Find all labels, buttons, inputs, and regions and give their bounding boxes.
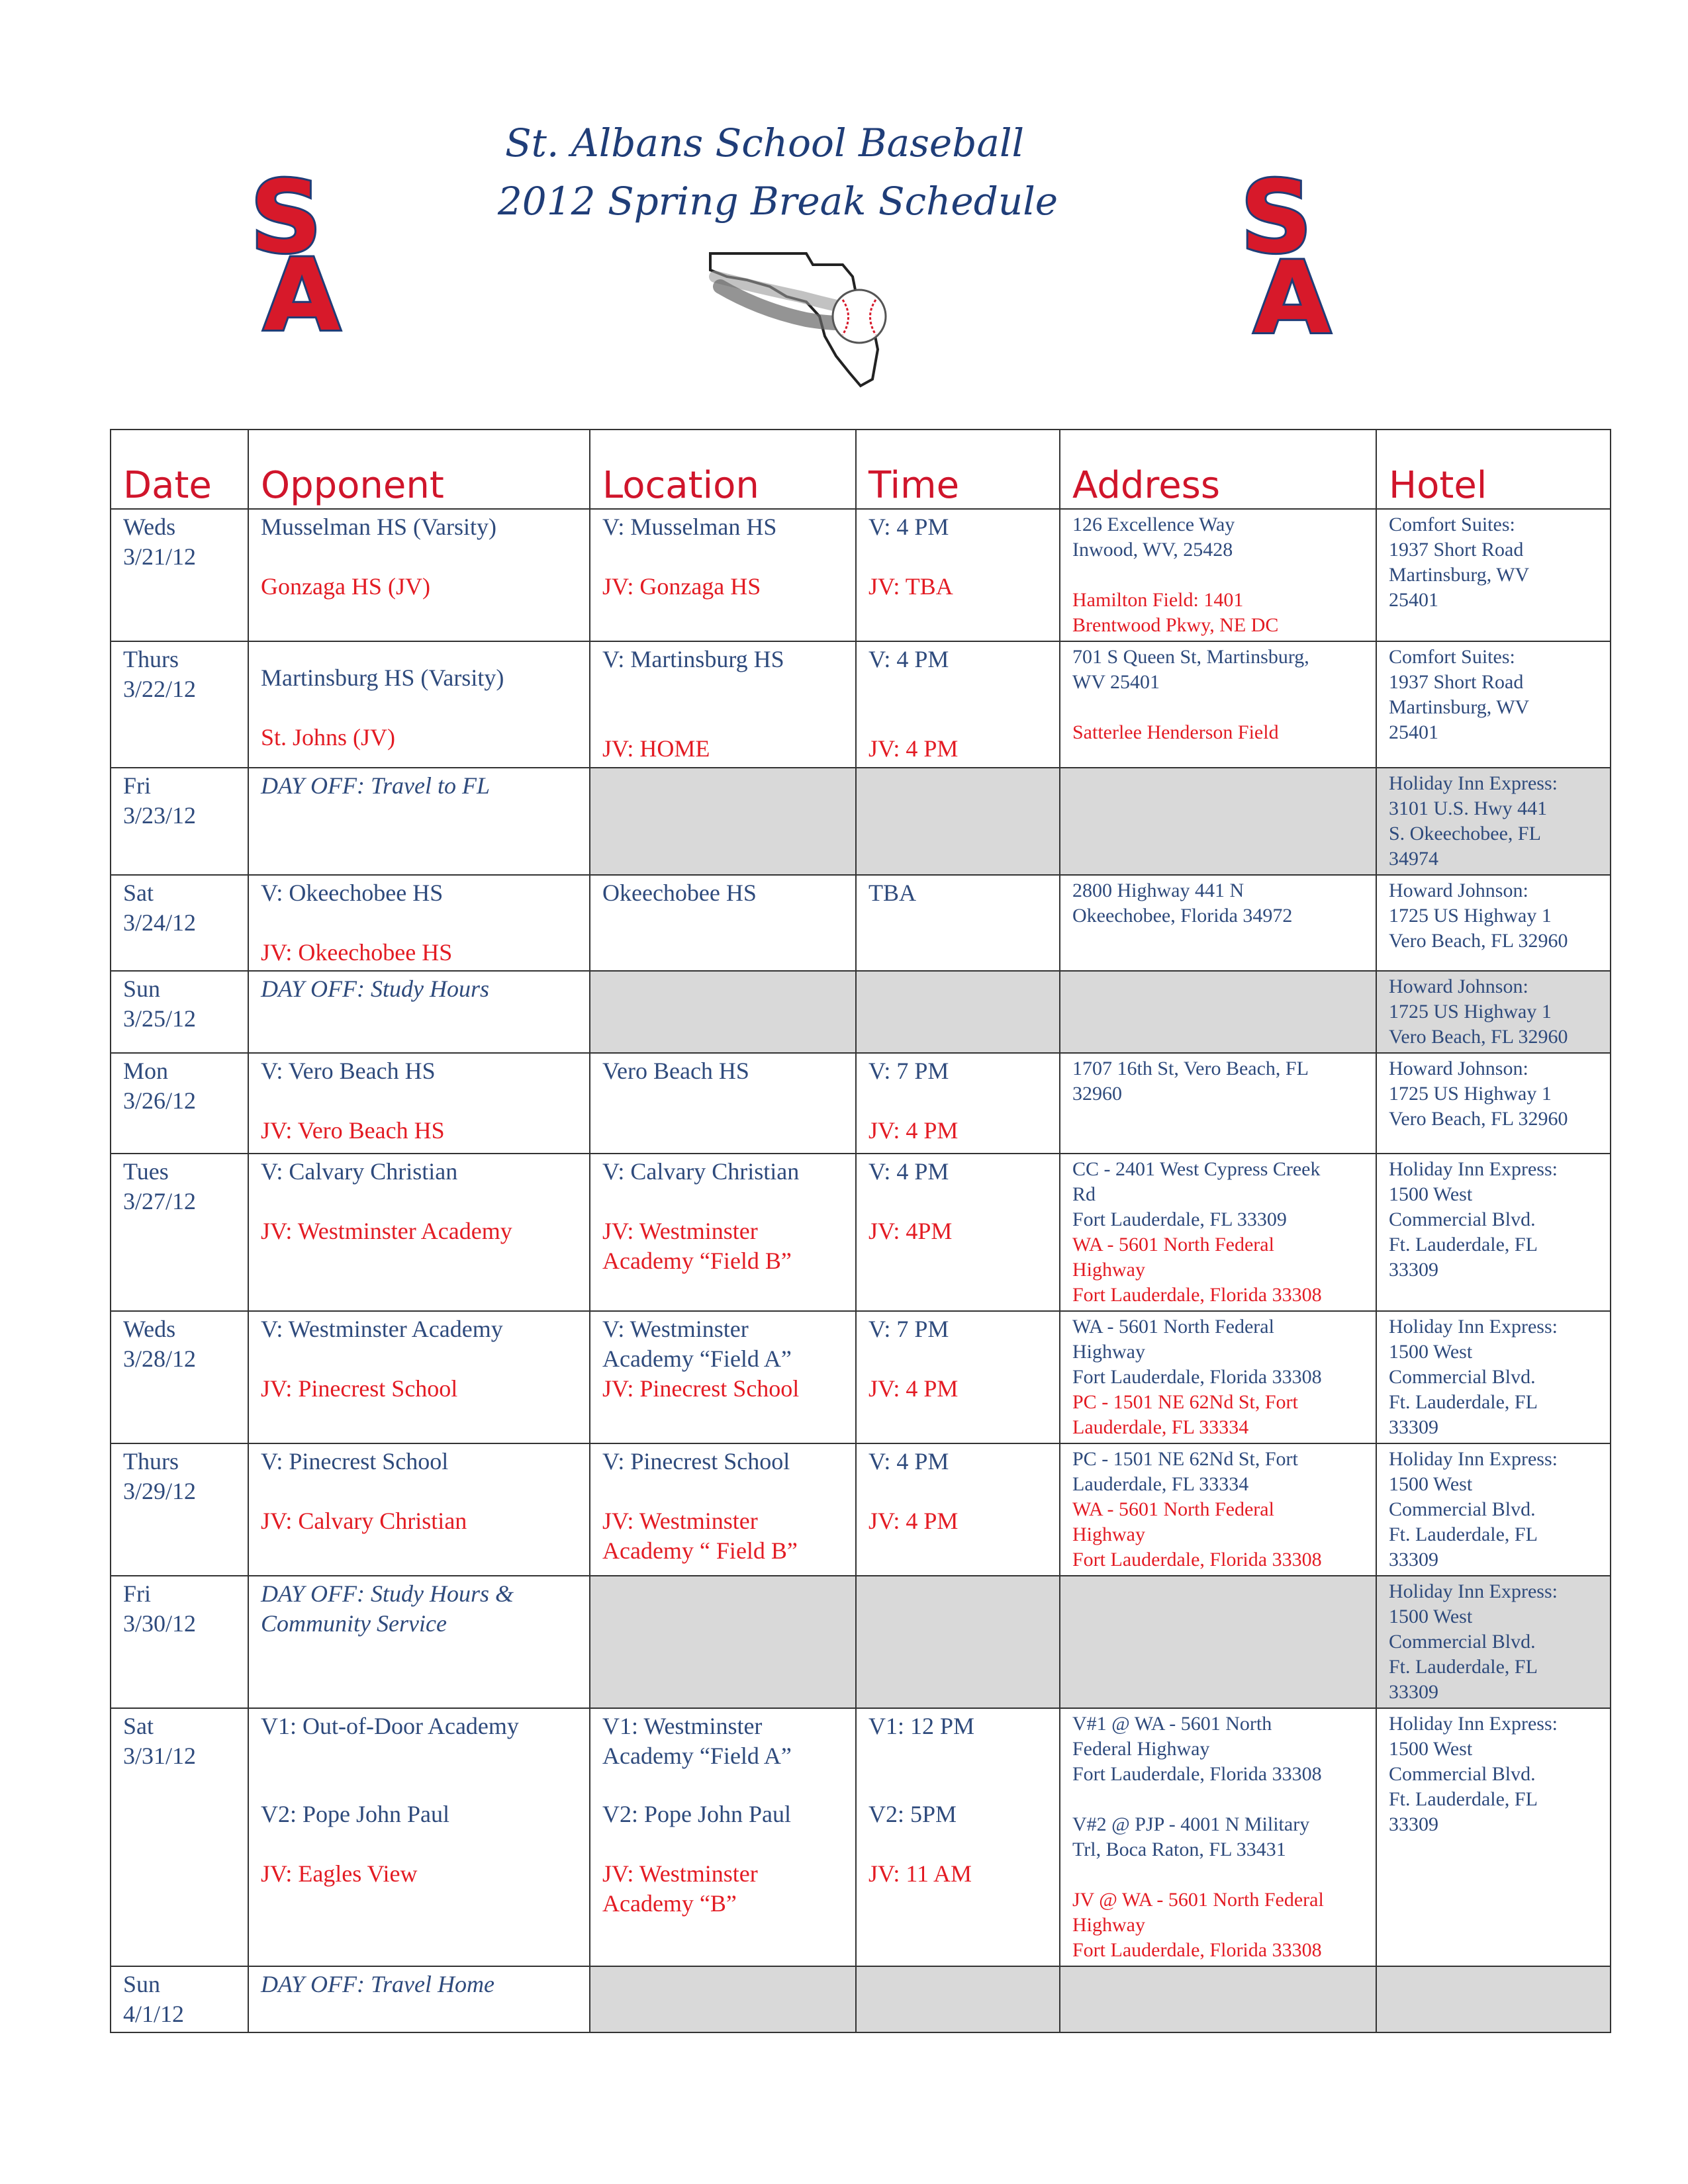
table-row [111, 1053, 1611, 1154]
address-cell: 1707 16th St, Vero Beach, FL 32960 [1060, 1053, 1376, 1154]
date-cell: Thurs 3/29/12 [111, 1443, 248, 1576]
svg-text:A: A [263, 238, 341, 332]
location-cell: V: Musselman HS JV: Gonzaga HS [590, 509, 856, 641]
location-cell [590, 768, 856, 875]
column-header-location: Location [590, 430, 856, 509]
opponent-cell: V1: Out-of-Door Academy V2: Pope John Paul JV: Eagles View [248, 1708, 590, 1966]
location-cell: V: Pinecrest School JV: Westminster Academy “ Field B” [590, 1443, 856, 1576]
time-cell [856, 1576, 1060, 1708]
svg-text:S: S [1241, 173, 1313, 275]
date-cell: Fri 3/30/12 [111, 1576, 248, 1708]
hotel-cell [1376, 1966, 1611, 2032]
opponent-cell: V: Vero Beach HS JV: Vero Beach HS [248, 1053, 590, 1154]
time-cell: V: 4 PM JV: 4 PM [856, 1443, 1060, 1576]
time-cell: TBA [856, 875, 1060, 971]
table-row [111, 875, 1611, 971]
address-cell: WA - 5601 North Federal Highway Fort Lauderdale, Florida 33308 PC - 1501 NE 62Nd St, Fort Lauderdale, FL 33334 [1060, 1311, 1376, 1443]
hotel-cell: Howard Johnson: 1725 US Highway 1 Vero Beach, FL 32960 [1376, 1053, 1611, 1154]
hotel-cell: Holiday Inn Express: 1500 West Commercial Blvd. Ft. Lauderdale, FL 33309 [1376, 1708, 1611, 1966]
sa-logo-right [1237, 173, 1362, 342]
table-row [111, 1443, 1611, 1576]
column-header-address: Address [1060, 430, 1376, 509]
time-cell [856, 1966, 1060, 2032]
time-cell: V: 4 PM JV: 4 PM [856, 641, 1060, 768]
date-cell: Fri 3/23/12 [111, 768, 248, 875]
address-cell: PC - 1501 NE 62Nd St, Fort Lauderdale, FL 33334 WA - 5601 North Federal Highway Fort Lauderdale, Florida 33308 [1060, 1443, 1376, 1576]
date-cell: Sat 3/24/12 [111, 875, 248, 971]
hotel-cell: Howard Johnson: 1725 US Highway 1 Vero Beach, FL 32960 [1376, 875, 1611, 971]
location-cell: V: Martinsburg HS JV: HOME [590, 641, 856, 768]
date-cell: Mon 3/26/12 [111, 1053, 248, 1154]
hotel-cell: Holiday Inn Express: 1500 West Commercial Blvd. Ft. Lauderdale, FL 33309 [1376, 1311, 1611, 1443]
location-cell: V1: Westminster Academy “Field A” V2: Pope John Paul JV: Westminster Academy “B” [590, 1708, 856, 1966]
table-row [111, 1708, 1611, 1966]
address-cell [1060, 1966, 1376, 2032]
address-cell: 701 S Queen St, Martinsburg, WV 25401 Satterlee Henderson Field [1060, 641, 1376, 768]
hotel-cell: Comfort Suites: 1937 Short Road Martinsburg, WV 25401 [1376, 509, 1611, 641]
date-cell: Sun 4/1/12 [111, 1966, 248, 2032]
sa-logo-left [246, 173, 372, 336]
location-cell [590, 971, 856, 1053]
table-row [111, 1966, 1611, 2032]
svg-text:S: S [250, 173, 322, 275]
opponent-cell: V: Westminster Academy JV: Pinecrest School [248, 1311, 590, 1443]
location-cell [590, 1966, 856, 2032]
florida-baseball-logo [707, 250, 899, 392]
column-header-date: Date [111, 430, 248, 509]
address-cell: 2800 Highway 441 N Okeechobee, Florida 34972 [1060, 875, 1376, 971]
opponent-cell: DAY OFF: Study Hours [248, 971, 590, 1053]
opponent-cell: DAY OFF: Travel Home [248, 1966, 590, 2032]
date-cell: Sat 3/31/12 [111, 1708, 248, 1966]
time-cell: V: 7 PM JV: 4 PM [856, 1311, 1060, 1443]
address-cell: 126 Excellence Way Inwood, WV, 25428 Hamilton Field: 1401 Brentwood Pkwy, NE DC [1060, 509, 1376, 641]
address-cell [1060, 768, 1376, 875]
time-cell: V1: 12 PM V2: 5PM JV: 11 AM [856, 1708, 1060, 1966]
address-cell [1060, 971, 1376, 1053]
opponent-cell: V: Okeechobee HS JV: Okeechobee HS [248, 875, 590, 971]
opponent-cell: Martinsburg HS (Varsity) St. Johns (JV) [248, 641, 590, 768]
schedule-table [110, 429, 1611, 2033]
time-cell: V: 7 PM JV: 4 PM [856, 1053, 1060, 1154]
table-row [111, 509, 1611, 641]
location-cell: Okeechobee HS [590, 875, 856, 971]
column-header-opponent: Opponent [248, 430, 590, 509]
location-cell: Vero Beach HS [590, 1053, 856, 1154]
column-header-time: Time [856, 430, 1060, 509]
opponent-cell: Musselman HS (Varsity) Gonzaga HS (JV) [248, 509, 590, 641]
table-row [111, 971, 1611, 1053]
opponent-cell: V: Calvary Christian JV: Westminster Academy [248, 1154, 590, 1311]
hotel-cell: Holiday Inn Express: 1500 West Commercial Blvd. Ft. Lauderdale, FL 33309 [1376, 1154, 1611, 1311]
address-cell: V#1 @ WA - 5601 North Federal Highway Fort Lauderdale, Florida 33308 V#2 @ PJP - 4001 N Military Trl, Boca Raton, FL 33431 JV @ WA - 5601 North Federal Highway Fort Lauderdale, Florida 33308 [1060, 1708, 1376, 1966]
address-cell: CC - 2401 West Cypress Creek Rd Fort Lauderdale, FL 33309 WA - 5601 North Federal Highway Fort Lauderdale, Florida 33308 [1060, 1154, 1376, 1311]
time-cell: V: 4 PM JV: TBA [856, 509, 1060, 641]
date-cell: Weds 3/21/12 [111, 509, 248, 641]
time-cell [856, 768, 1060, 875]
table-row [111, 1154, 1611, 1311]
date-cell: Sun 3/25/12 [111, 971, 248, 1053]
table-row [111, 1576, 1611, 1708]
date-cell: Weds 3/28/12 [111, 1311, 248, 1443]
date-cell: Thurs 3/22/12 [111, 641, 248, 768]
table-header-row [111, 430, 1611, 509]
hotel-cell: Comfort Suites: 1937 Short Road Martinsburg, WV 25401 [1376, 641, 1611, 768]
title-line-1: St. Albans School Baseball [504, 120, 1025, 165]
location-cell: V: Calvary Christian JV: Westminster Academy “Field B” [590, 1154, 856, 1311]
opponent-cell: V: Pinecrest School JV: Calvary Christian [248, 1443, 590, 1576]
date-cell: Tues 3/27/12 [111, 1154, 248, 1311]
hotel-cell: Howard Johnson: 1725 US Highway 1 Vero Beach, FL 32960 [1376, 971, 1611, 1053]
column-header-hotel: Hotel [1376, 430, 1611, 509]
title-line-2: 2012 Spring Break Schedule [497, 179, 1058, 224]
svg-text:A: A [1254, 241, 1331, 339]
table-row [111, 768, 1611, 875]
time-cell: V: 4 PM JV: 4PM [856, 1154, 1060, 1311]
table-row [111, 1311, 1611, 1443]
hotel-cell: Holiday Inn Express: 1500 West Commercial Blvd. Ft. Lauderdale, FL 33309 [1376, 1576, 1611, 1708]
table-row [111, 641, 1611, 768]
time-cell [856, 971, 1060, 1053]
address-cell [1060, 1576, 1376, 1708]
opponent-cell: DAY OFF: Travel to FL [248, 768, 590, 875]
hotel-cell: Holiday Inn Express: 1500 West Commercial Blvd. Ft. Lauderdale, FL 33309 [1376, 1443, 1611, 1576]
location-cell [590, 1576, 856, 1708]
opponent-cell: DAY OFF: Study Hours & Community Service [248, 1576, 590, 1708]
hotel-cell: Holiday Inn Express: 3101 U.S. Hwy 441 S. Okeechobee, FL 34974 [1376, 768, 1611, 875]
location-cell: V: Westminster Academy “Field A” JV: Pinecrest School [590, 1311, 856, 1443]
